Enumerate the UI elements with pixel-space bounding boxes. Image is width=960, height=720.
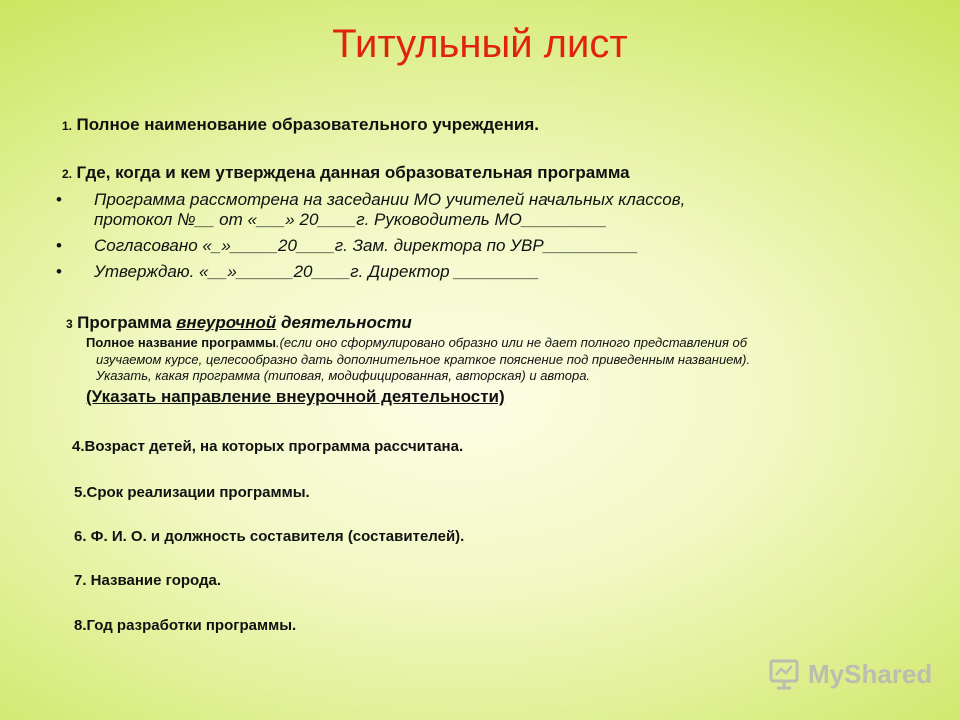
section-3-underlined-word: внеурочной (176, 313, 277, 332)
section-2-text: Где, когда и кем утверждена данная образовательная программа (76, 163, 630, 182)
section-3-direction (86, 387, 505, 407)
section-2 (62, 163, 630, 183)
section-3-note-line-2 (96, 352, 750, 367)
bullet-icon: • (56, 236, 62, 255)
section-2-number: 2. (62, 167, 73, 181)
section-3-note-lead: Полное название программы (86, 335, 276, 350)
bullet-item-1-line-2: протокол №__ от «___» 20____г. Руководитель МО_________ (94, 210, 607, 229)
section-3-note-3: Указать, какая программа (типовая, модифицированная, авторская) и автора. (96, 368, 591, 383)
list-item-6: 6. Ф. И. О. и должность составителя (составителей). (74, 528, 465, 545)
watermark-text: MyShared (808, 659, 933, 689)
section-3-number: 3 (66, 317, 73, 331)
section-3-text-a: Программа (77, 313, 177, 332)
list-item-7: 7. Название города. (74, 572, 222, 589)
section-1-text: Полное наименование образовательного учреждения. (76, 115, 539, 134)
bullet-icon: • (56, 262, 62, 281)
section-3-text-c: деятельности (276, 313, 412, 332)
section-3-note-line-1 (86, 335, 747, 350)
list-item-4: 4.Возраст детей, на которых программа рассчитана. (72, 438, 464, 455)
list-item-8: 8.Год разработки программы. (74, 617, 297, 634)
presentation-icon (768, 657, 802, 691)
section-3 (66, 313, 412, 333)
bullet-item-3-text: Утверждаю. «__»______20____г. Директор _________ (94, 262, 540, 281)
section-1-number: 1. (62, 119, 73, 133)
slide-title: Титульный лист (332, 22, 628, 66)
bullet-icon: • (56, 190, 62, 209)
section-3-direction-text: (Указать направление внеурочной деятельности) (86, 387, 505, 406)
watermark-logo (768, 655, 933, 695)
section-3-note-1: .(если оно сформулировано образно или не дает полного представления об (275, 335, 748, 350)
bullet-item-1-line-1: Программа рассмотрена на заседании МО учителей начальных классов, (94, 190, 686, 209)
section-3-note-2: изучаемом курсе, целесообразно дать дополнительное краткое пояснение под приведенным названием). (96, 352, 751, 367)
section-1 (62, 115, 539, 135)
bullet-item-2-text: Согласовано «_»_____20____г. Зам. директора по УВР__________ (94, 236, 639, 255)
list-item-5: 5.Срок реализации программы. (74, 484, 310, 501)
section-3-note-line-3 (96, 368, 590, 383)
section-3-text-b (176, 313, 412, 332)
